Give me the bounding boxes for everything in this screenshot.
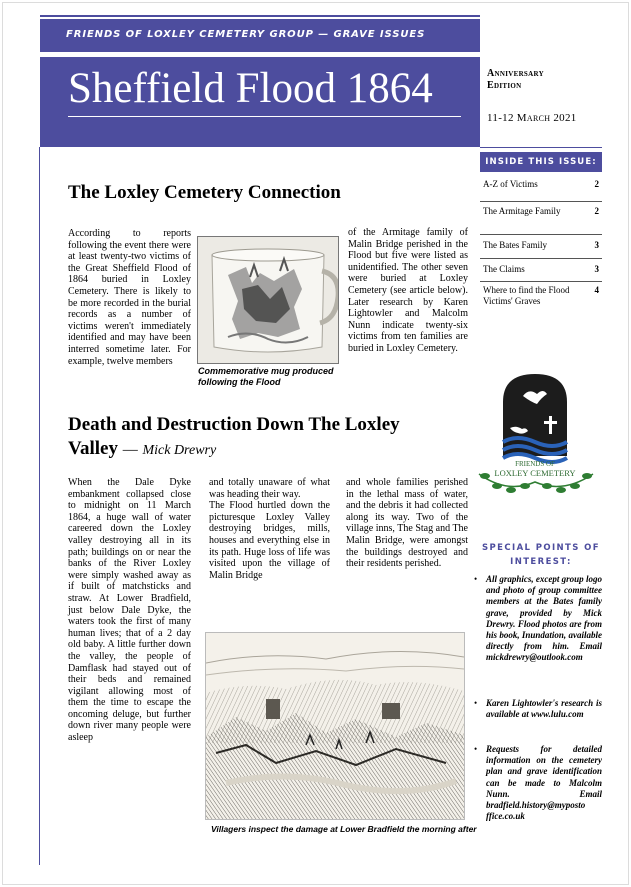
article-2-column-2 (209, 477, 330, 581)
engraving-illustration (206, 633, 464, 819)
toc-item-title: A-Z of Victims (483, 179, 538, 189)
toc-item-title: The Armitage Family (483, 206, 561, 216)
article-2-column-2-para-2: The Flood hurtled down the picturesque Loxley Valley destroying bridges, mills, houses and everything else in its path. Huge loss of life was visited upon the village of Malin Bridge (209, 500, 330, 581)
logo-graphic (477, 370, 597, 500)
mug-illustration (198, 237, 338, 363)
article-2-column-3: and whole families perished in the lethal mass of water, and the debris it had collected along its way. Two of the village inns, The Stag and The Malin Bridge, were amongst the buildings destroyed and their residents perished. (346, 477, 468, 570)
byline-dash: — (122, 442, 138, 458)
commemorative-mug-image (197, 236, 339, 364)
special-points-heading-line-2: INTEREST: (510, 557, 572, 567)
toc-item[interactable] (480, 202, 602, 235)
special-point-text: Karen Lightowler's research is available at www.lulu.com (486, 698, 602, 720)
newsletter-title: Sheffield Flood 1864 (68, 65, 433, 112)
bullet-icon: • (474, 698, 478, 708)
inside-this-issue-heading: INSIDE THIS ISSUE: (480, 152, 602, 172)
edition-label (487, 68, 544, 92)
toc-item[interactable] (480, 174, 602, 202)
toc-item-page: 4 (594, 285, 599, 295)
article-2-heading-line-2 (68, 438, 216, 460)
article-2-column-2-para-1: and totally unaware of what was heading their way. (209, 477, 330, 500)
left-column-rule (39, 147, 40, 865)
flood-engraving-image (205, 632, 465, 820)
logo-text-1: FRIENDS OF (515, 460, 555, 468)
issue-date: 11-12 March 2021 (487, 112, 577, 124)
toc-item-page: 3 (594, 264, 599, 274)
toc-item-title: Where to find the Flood Victims' Graves (483, 285, 570, 306)
cemetery-logo (477, 370, 597, 500)
special-points-heading (480, 541, 602, 569)
special-point-text: Requests for detailed information on the cemetery plan and grave identification can be made to Malcolm Nunn. Email bradfield.history@myposto ffice.co.uk (486, 744, 602, 822)
article-1-column-1: According to reports following the event there were at least twenty-two victims of the Great Sheffield Flood of 1864 buried in Loxley Cemetery. There is likely to be more recorded in the burial records as a number of victims weren't immediately identified and may have been interred sometime later. For example, twelve members (68, 228, 191, 367)
toc-item-title: The Bates Family (483, 240, 547, 250)
toc-item[interactable] (480, 259, 602, 282)
edition-line-2: Edition (487, 80, 522, 91)
special-points-heading-line-1: SPECIAL POINTS OF (482, 543, 600, 553)
bullet-icon: • (474, 744, 478, 754)
toc-item[interactable] (480, 282, 602, 328)
masthead-top-rule (40, 15, 480, 17)
logo-text-2: LOXLEY CEMETERY (494, 468, 576, 478)
toc-item-page: 2 (594, 206, 599, 216)
article-1-heading: The Loxley Cemetery Connection (68, 182, 341, 203)
group-line: FRIENDS OF LOXLEY CEMETERY GROUP — GRAVE ISSUES (66, 29, 426, 40)
toc-item-page: 2 (594, 179, 599, 189)
special-point-text: All graphics, except group logo and photo of group committee members at the Bates family grave, provided by Mick Drewry. Flood photos are from his book, Inundation, available directly from him. Email mickdrewry@outlook.com (486, 574, 602, 663)
toc-item[interactable] (480, 235, 602, 259)
toc-item-title: The Claims (483, 264, 525, 274)
article-2-heading-line-1: Death and Destruction Down The Loxley (68, 414, 400, 435)
article-2-heading-valley: Valley (68, 438, 118, 459)
article-2-column-1: When the Dale Dyke embankment collapsed close to midnight on 11 March 1864, a huge wall of water careered down the Loxley valley destroying all in its path; buildings on or near the banks of the River Loxley were simply washed away as if built of matchsticks and straw. At Lower Bradfield, just below Dale Dyke, the waters took the first of many human lives; that of a 2 day old baby. A little further down the valley, the people of Damflask had stayed out of their beds and remained vigilant allowing most of them the time to escape the oncoming deluge, but further down river many people were asleep (68, 477, 191, 744)
engraving-caption: Villagers inspect the damage at Lower Bradfield the morning after (211, 824, 477, 834)
masthead-right-rule (480, 147, 602, 148)
mug-caption: Commemorative mug produced following the Flood (198, 366, 334, 387)
edition-line-1: Anniversary (487, 68, 544, 79)
bullet-icon: • (474, 574, 478, 584)
article-2-byline: Mick Drewry (142, 443, 217, 458)
toc-item-page: 3 (594, 240, 599, 250)
article-1-column-2: of the Armitage family of Malin Bridge perished in the Flood but five were listed as unidentified. The other seven were buried at Loxley Cemetery (see article below). Later research by Karen Lightowler and Malcolm Nunn indicate twenty-six victims from ten families are buried in Loxley Cemetery. (348, 227, 468, 354)
title-underline (68, 116, 461, 117)
